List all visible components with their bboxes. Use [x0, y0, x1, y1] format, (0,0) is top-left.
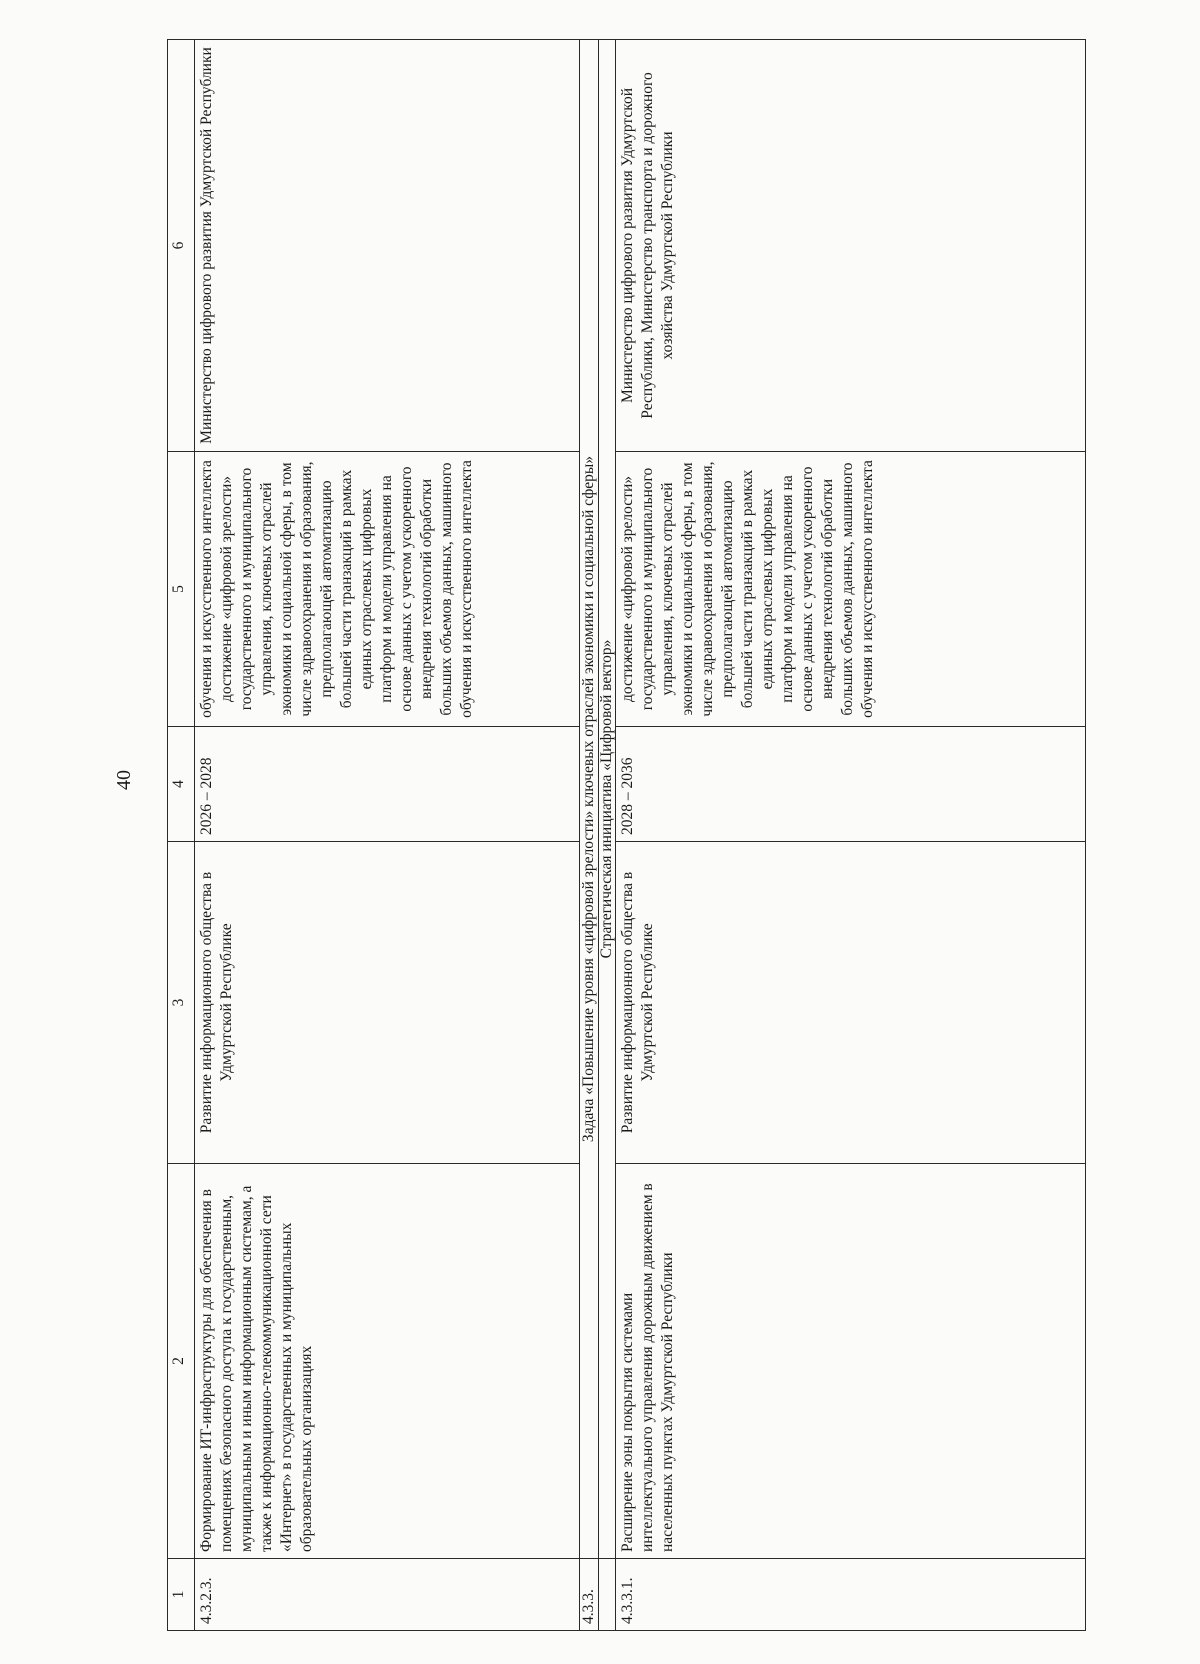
initiative-number-cell [599, 1559, 616, 1631]
initiative-row [599, 40, 616, 1631]
program-cell: Развитие информационного общества в Удмуртской Республике [616, 842, 1086, 1164]
result-continuation: обучения и искусственного интеллекта [198, 460, 215, 718]
period-cell: 2028 – 2036 [616, 727, 1086, 842]
header-row [168, 40, 195, 1631]
task-number: 4.3.3. [580, 1559, 599, 1631]
period-cell: 2026 – 2028 [195, 727, 580, 842]
table-row [195, 40, 580, 1631]
measure-cell: Расширение зоны покрытия системами интеллектуального управления дорожным движением в населенных пунктах Удмуртской Республики [616, 1164, 1086, 1559]
col-header-3: 3 [168, 842, 195, 1164]
responsible-cell: Министерство цифрового развития Удмуртской Республики, Министерство транспорта и дорожного хозяйства Удмуртской Республики [616, 40, 1086, 452]
result-cell: достижение «цифровой зрелости» государственного и муниципального управления, ключевых отраслей экономики и социальной сферы, в том числе здравоохранения и образования, предполагающей автоматизацию большей части транзакций в рамках единых отраслевых цифровых платформ и модели управления на основе данных с учетом ускоренного внедрения технологий обработки больших объемов данных, машинного обучения и искусственного интеллекта [616, 452, 1086, 727]
col-header-4: 4 [168, 727, 195, 842]
task-title: Задача «Повышение уровня «цифровой зрелости» ключевых отраслей экономики и социальной сферы» [580, 40, 599, 1559]
col-header-6: 6 [168, 40, 195, 452]
result-text: достижение «цифровой зрелости» государственного и муниципального управления, ключевых отраслей экономики и социальной сферы, в том числе здравоохранения и образования, предполагающей автоматизацию большей части транзакций в рамках единых отраслевых цифровых платформ и модели управления на основе данных с учетом ускоренного внедрения технологий обработки больших объемов данных, машинного обучения и искусственного интеллекта [218, 460, 475, 718]
col-header-5: 5 [168, 452, 195, 727]
table-row [616, 40, 1086, 1631]
responsible-cell: Министерство цифрового развития Удмуртской Республики [195, 40, 580, 452]
initiative-title: Стратегическая инициатива «Цифровой вектор» [599, 40, 616, 1559]
program-cell: Развитие информационного общества в Удмуртской Республике [195, 842, 580, 1164]
measure-cell: Формирование ИТ-инфраструктуры для обеспечения в помещениях безопасного доступа к государственным, муниципальным и иным информационным системам, а также к информационно-телекоммуникационной сети «Интернет» в государственных и муниципальных образовательных организациях [195, 1164, 580, 1559]
page-number: 40 [113, 770, 135, 790]
row-number: 4.3.3.1. [616, 1559, 1086, 1631]
col-header-1: 1 [168, 1559, 195, 1631]
col-header-2: 2 [168, 1164, 195, 1559]
task-row [580, 40, 599, 1631]
row-number: 4.3.2.3. [195, 1559, 580, 1631]
rotated-content [167, 40, 1086, 1631]
measures-table [167, 39, 1086, 1631]
result-cell [195, 452, 580, 727]
